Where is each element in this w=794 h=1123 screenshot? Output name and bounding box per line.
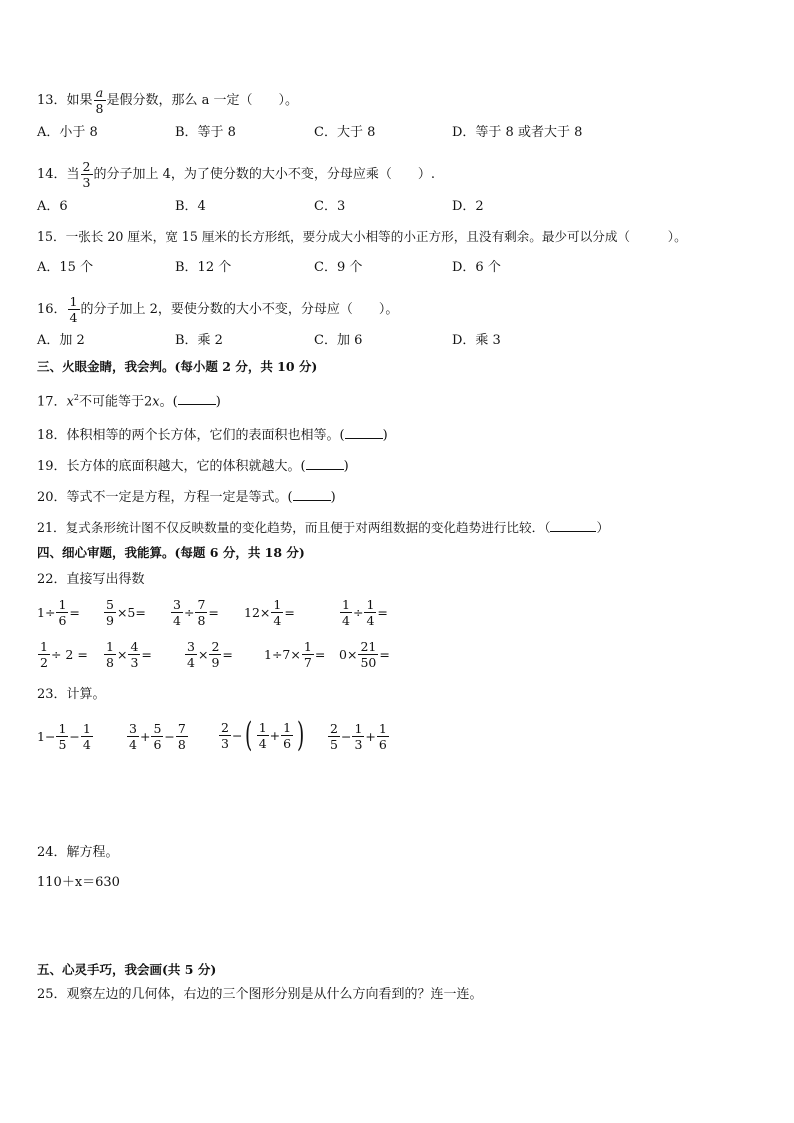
q23-calc-1: 1− $\frac{1}{5}$ − $\frac{1}{4}$	[37, 721, 91, 752]
q23-calc-3: $\frac{2}{3}$ −( $\frac{1}{4}$ + $\frac{1}{6}$ )	[221, 715, 305, 755]
answer-blank[interactable]	[550, 519, 596, 532]
q13-option-c[interactable]: C．大于 8	[314, 125, 376, 140]
q23-calc-2: $\frac{3}{4}$ + $\frac{5}{6}$ − $\frac{7}{8}$	[129, 721, 186, 752]
q13-option-b[interactable]: B．等于 8	[175, 125, 236, 140]
answer-blank[interactable]	[293, 488, 331, 501]
q15-option-c[interactable]: C．9 个	[314, 260, 363, 275]
q16-option-a[interactable]: A．加 2	[37, 333, 85, 348]
q13-option-a[interactable]: A．小于 8	[37, 125, 98, 140]
answer-blank[interactable]	[306, 457, 344, 470]
q18-stem: 18．体积相等的两个长方体，它们的表面积也相等。( )	[37, 428, 388, 443]
q22-expr-9: 1÷7× $\frac{1}{7}$ =	[264, 639, 326, 670]
q22-expr-2: $\frac{5}{9}$ ×5=	[106, 597, 146, 628]
q16-option-d[interactable]: D．乘 3	[452, 333, 501, 348]
q22-expr-4: 12× $\frac{1}{4}$ =	[244, 597, 295, 628]
q22-expr-3: $\frac{3}{4}$ ÷ $\frac{7}{8}$ =	[173, 597, 219, 628]
q21-stem: 21．复式条形统计图不仅反映数量的变化趋势，而且便于对两组数据的变化趋势进行比较．（ ）	[37, 520, 610, 535]
q19-stem: 19．长方体的底面积越大，它的体积就越大。( )	[37, 459, 349, 474]
q13-stem: 13．如果 $\frac{a}{8}$ 是假分数，那么 a 一定（ ）。	[37, 85, 299, 116]
answer-blank[interactable]	[178, 392, 216, 405]
q24-equation: 110＋x＝630	[37, 875, 120, 890]
q16-option-c[interactable]: C．加 6	[314, 333, 363, 348]
q25-stem: 25．观察左边的几何体，右边的三个图形分别是从什么方向看到的？连一连。	[37, 987, 483, 1002]
q15-option-a[interactable]: A．15 个	[37, 260, 94, 275]
q23-calc-4: $\frac{2}{5}$ − $\frac{1}{3}$ + $\frac{1}{6}$	[330, 721, 387, 752]
q16-stem: 16． $\frac{1}{4}$ 的分子加上 2，要使分数的大小不变，分母应（ ）。	[37, 294, 399, 325]
q14-option-c[interactable]: C．3	[314, 199, 346, 214]
q20-stem: 20．等式不一定是方程，方程一定是等式。( )	[37, 490, 336, 505]
q14-stem: 14．当 $\frac{2}{3}$ 的分子加上 4，为了使分数的大小不变，分母应乘（ ）.	[37, 159, 436, 190]
q14-option-b[interactable]: B．4	[175, 199, 206, 214]
q13-option-d[interactable]: D．等于 8 或者大于 8	[452, 125, 583, 140]
q24-title: 24．解方程。	[37, 845, 119, 860]
fraction: $\frac{a}{8}$	[95, 85, 104, 116]
q22-expr-7: $\frac{1}{8}$ × $\frac{4}{3}$ =	[106, 639, 152, 670]
q15-option-b[interactable]: B．12 个	[175, 260, 232, 275]
q15-stem: 15．一张长 20 厘米，宽 15 厘米的长方形纸，要分成大小相等的小正方形，且没有剩余。最少可以分成（ ）。	[37, 229, 687, 244]
fraction: $\frac{2}{3}$	[82, 159, 91, 190]
q15-option-d[interactable]: D．6 个	[452, 260, 501, 275]
q14-option-a[interactable]: A．6	[37, 199, 68, 214]
q22-expr-8: $\frac{3}{4}$ × $\frac{2}{9}$ =	[187, 639, 233, 670]
section-3-heading: 三、火眼金睛，我会判。(每小题 2 分，共 10 分)	[37, 359, 318, 374]
q22-title: 22．直接写出得数	[37, 572, 145, 587]
q22-expr-10: 0× $\frac{21}{50}$ =	[339, 639, 390, 670]
q16-option-b[interactable]: B．乘 2	[175, 333, 223, 348]
q22-expr-1: 1÷ $\frac{1}{6}$ =	[37, 597, 80, 628]
answer-blank[interactable]	[345, 426, 383, 439]
fraction: $\frac{1}{4}$	[69, 294, 78, 325]
q22-expr-6: $\frac{1}{2}$ ÷ 2 =	[40, 639, 88, 670]
section-4-heading: 四、细心审题，我能算。(每题 6 分，共 18 分)	[37, 545, 305, 560]
q23-title: 23．计算。	[37, 687, 106, 702]
section-5-heading: 五、心灵手巧，我会画(共 5 分)	[37, 962, 217, 977]
q14-option-d[interactable]: D．2	[452, 199, 484, 214]
q17-stem: 17．$x^2$不可能等于2x。( )	[37, 393, 221, 410]
q22-expr-5: $\frac{1}{4}$ ÷ $\frac{1}{4}$ =	[342, 597, 388, 628]
